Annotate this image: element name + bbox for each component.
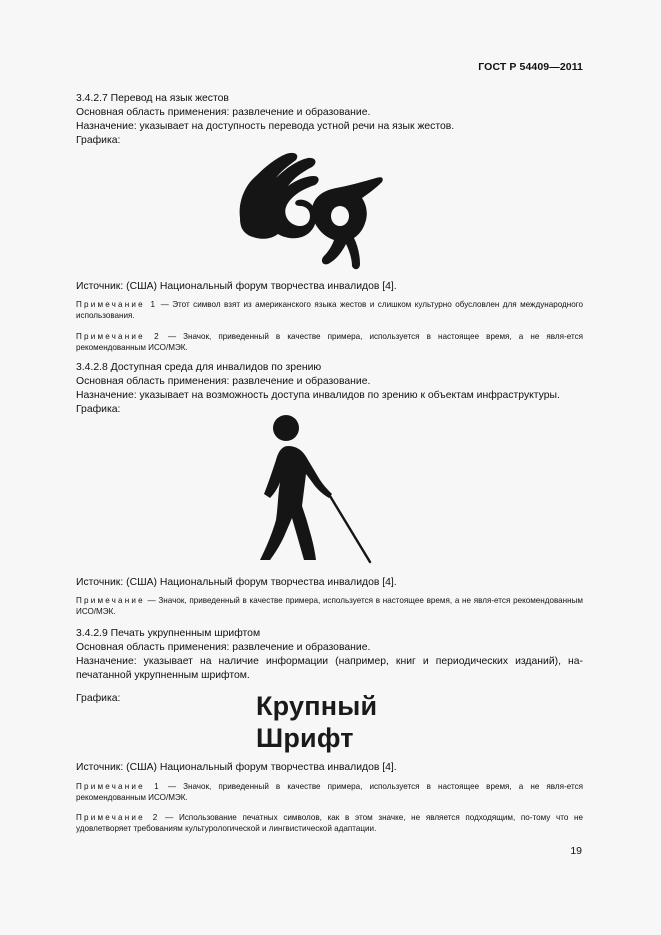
- section-purpose: Назначение: указывает на доступность перевода устной речи на язык жестов.: [76, 121, 455, 132]
- source-line: Источник: (США) Национальный форум творчества инвалидов [4].: [76, 762, 397, 773]
- note-text: — Значок, приведенный в качестве примера, используется в настоящее время, а не явля-ется рекомендованным ИСО/МЭК.: [76, 332, 583, 352]
- note-text: — Значок, приведенный в качестве примера, используется в настоящее время, а не явля-ется рекомендованным ИСО/МЭК.: [76, 782, 583, 802]
- note-2: [76, 812, 583, 834]
- note-label: Примечание 1: [76, 782, 161, 791]
- note-label: Примечание 2: [76, 332, 161, 341]
- note-text: — Этот символ взят из американского языка жестов и слишком культурно обусловлен для международного использования.: [76, 300, 584, 320]
- blind-person-with-cane-icon: [258, 414, 378, 566]
- sign-language-hands-icon: [236, 148, 386, 270]
- section-scope: Основная область применения: развлечение и образование.: [76, 107, 371, 118]
- note-label: Примечание: [76, 596, 145, 605]
- section-scope: Основная область применения: развлечение и образование.: [76, 642, 371, 653]
- section-title-large-print: 3.4.2.9 Печать укрупненным шрифтом: [76, 628, 261, 639]
- note-1: [76, 299, 583, 321]
- large-print-word-2: Шрифт: [256, 723, 354, 753]
- graphic-label: Графика:: [76, 693, 121, 704]
- note-text: — Использование печатных символов, как в этом значке, не является подходящим, по-тому что не удовлетворяет требованиям культурологической и лингвистической адаптации.: [76, 813, 584, 833]
- note-2: [76, 331, 583, 353]
- note-text: — Значок, приведенный в качестве примера, используется в настоящее время, а не явля-ется рекомендованным ИСО/МЭК.: [76, 596, 583, 616]
- source-line: Источник: (США) Национальный форум творчества инвалидов [4].: [76, 281, 397, 292]
- source-line: Источник: (США) Национальный форум творчества инвалидов [4].: [76, 577, 397, 588]
- graphic-label: Графика:: [76, 404, 121, 415]
- section-scope: Основная область применения: развлечение и образование.: [76, 376, 371, 387]
- section-title-low-vision: 3.4.2.8 Доступная среда для инвалидов по зрению: [76, 362, 322, 373]
- note-1: [76, 781, 583, 803]
- graphic-label: Графика:: [76, 135, 121, 146]
- section-purpose: Назначение: указывает на возможность доступа инвалидов по зрению к объектам инфраструктуры.: [76, 390, 560, 401]
- note-1: [76, 595, 583, 617]
- standard-header: ГОСТ Р 54409—2011: [478, 61, 583, 73]
- section-purpose: Назначение: указывает на наличие информации (например, книг и периодических изданий), на-печатанной укрупненным шрифтом.: [76, 656, 583, 681]
- section-title-sign-language: 3.4.2.7 Перевод на язык жестов: [76, 93, 229, 104]
- note-label: Примечание 2: [76, 813, 160, 822]
- page-number: 19: [570, 845, 582, 857]
- note-label: Примечание 1: [76, 300, 158, 309]
- large-print-word-1: Крупный: [256, 691, 378, 721]
